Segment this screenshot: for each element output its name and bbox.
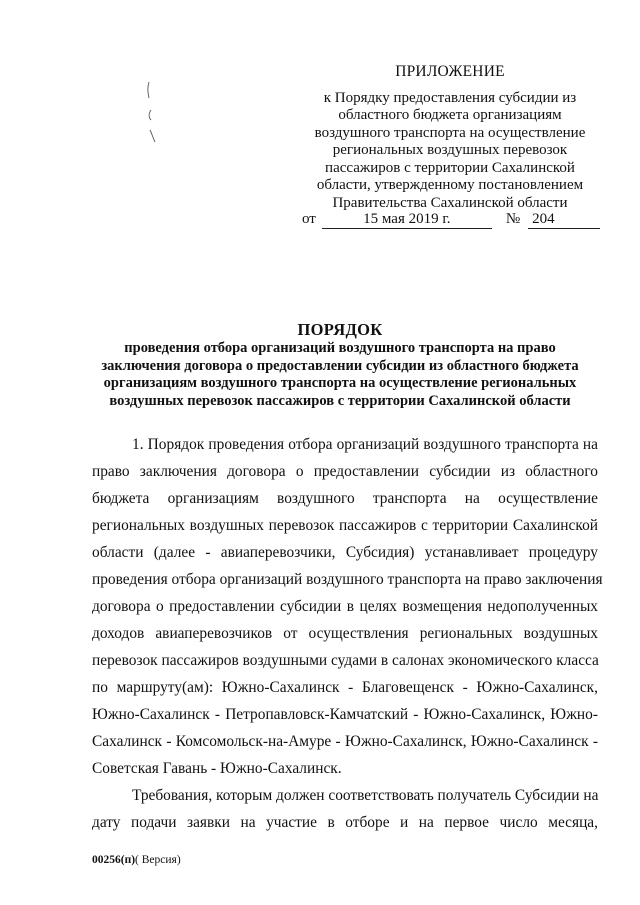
body-line: региональных воздушных перевозок пассажиров с территории Сахалинской [92,517,598,534]
body-line: дату подачи заявки на участие в отборе и на первое число месяца, [92,814,598,831]
body-line: проведения отбора организаций воздушного транспорта на право заключения [92,571,603,588]
appendix-line: пассажиров с территории Сахалинской [325,159,575,176]
body-line: 1. Порядок проведения отбора организаций воздушного транспорта на [132,436,598,453]
appendix-line: областного бюджета организациям [338,107,562,123]
heading-line: проведения отбора организаций воздушного транспорта на право [124,340,556,356]
appendix-title: ПРИЛОЖЕНИЕ [395,63,505,80]
document-code: 00256(п) [92,854,136,866]
document-code-footer [92,853,181,867]
appendix-line: к Порядку предоставления субсидии из [323,89,577,106]
body-line: доходов авиаперевозчиков от осуществления региональных воздушных [92,625,598,642]
body-line: по маршруту(ам): Южно-Сахалинск - Благовещенск - Южно-Сахалинск, [92,679,598,696]
document-heading [40,320,640,410]
appendix-line: области, утвержденному постановлением [316,177,584,193]
body-line: перевозок пассажиров воздушными судами в салонах экономического класса [92,652,599,669]
body-line: Советская Гавань - Южно-Сахалинск. [92,760,342,777]
appendix-block [300,63,600,212]
body-line: договора о предоставлении субсидии в целях возмещения недополученных [92,598,598,615]
document-version: ( Версия) [135,854,181,866]
heading-title: ПОРЯДОК [297,320,383,339]
appendix-date-row [302,211,598,229]
body-line: области (далее - авиаперевозчики, Субсидия) устанавливает процедуру [92,544,598,561]
scan-marks [143,80,163,150]
body-line: Требования, которым должен соответствовать получатель Субсидии на [132,787,599,804]
number-label: № [505,211,521,227]
body-line: Сахалинск - Комсомольск-на-Амуре - Южно-Сахалинск, Южно-Сахалинск - [92,733,598,750]
date-prefix: от [302,211,316,227]
heading-line: заключения договора о предоставлении субсидии из областного бюджета [101,357,579,374]
appendix-line: воздушного транспорта на осуществление [314,124,586,141]
appendix-line: Правительства Сахалинской области [332,194,568,211]
heading-line: организациям воздушного транспорта на осуществление региональных [103,375,577,391]
appendix-line: региональных воздушных перевозок [332,142,568,158]
number-value: 204 [528,211,600,229]
body-line: бюджета организациям воздушного транспорта на осуществление [92,490,598,507]
body-line: право заключения договора о предоставлении субсидии из областного [92,463,598,480]
heading-line: воздушных перевозок пассажиров с территории Сахалинской области [109,392,571,409]
date-value: 15 мая 2019 г. [322,211,492,229]
body-line: Южно-Сахалинск - Петропавловск-Камчатский - Южно-Сахалинск, Южно- [92,706,598,723]
